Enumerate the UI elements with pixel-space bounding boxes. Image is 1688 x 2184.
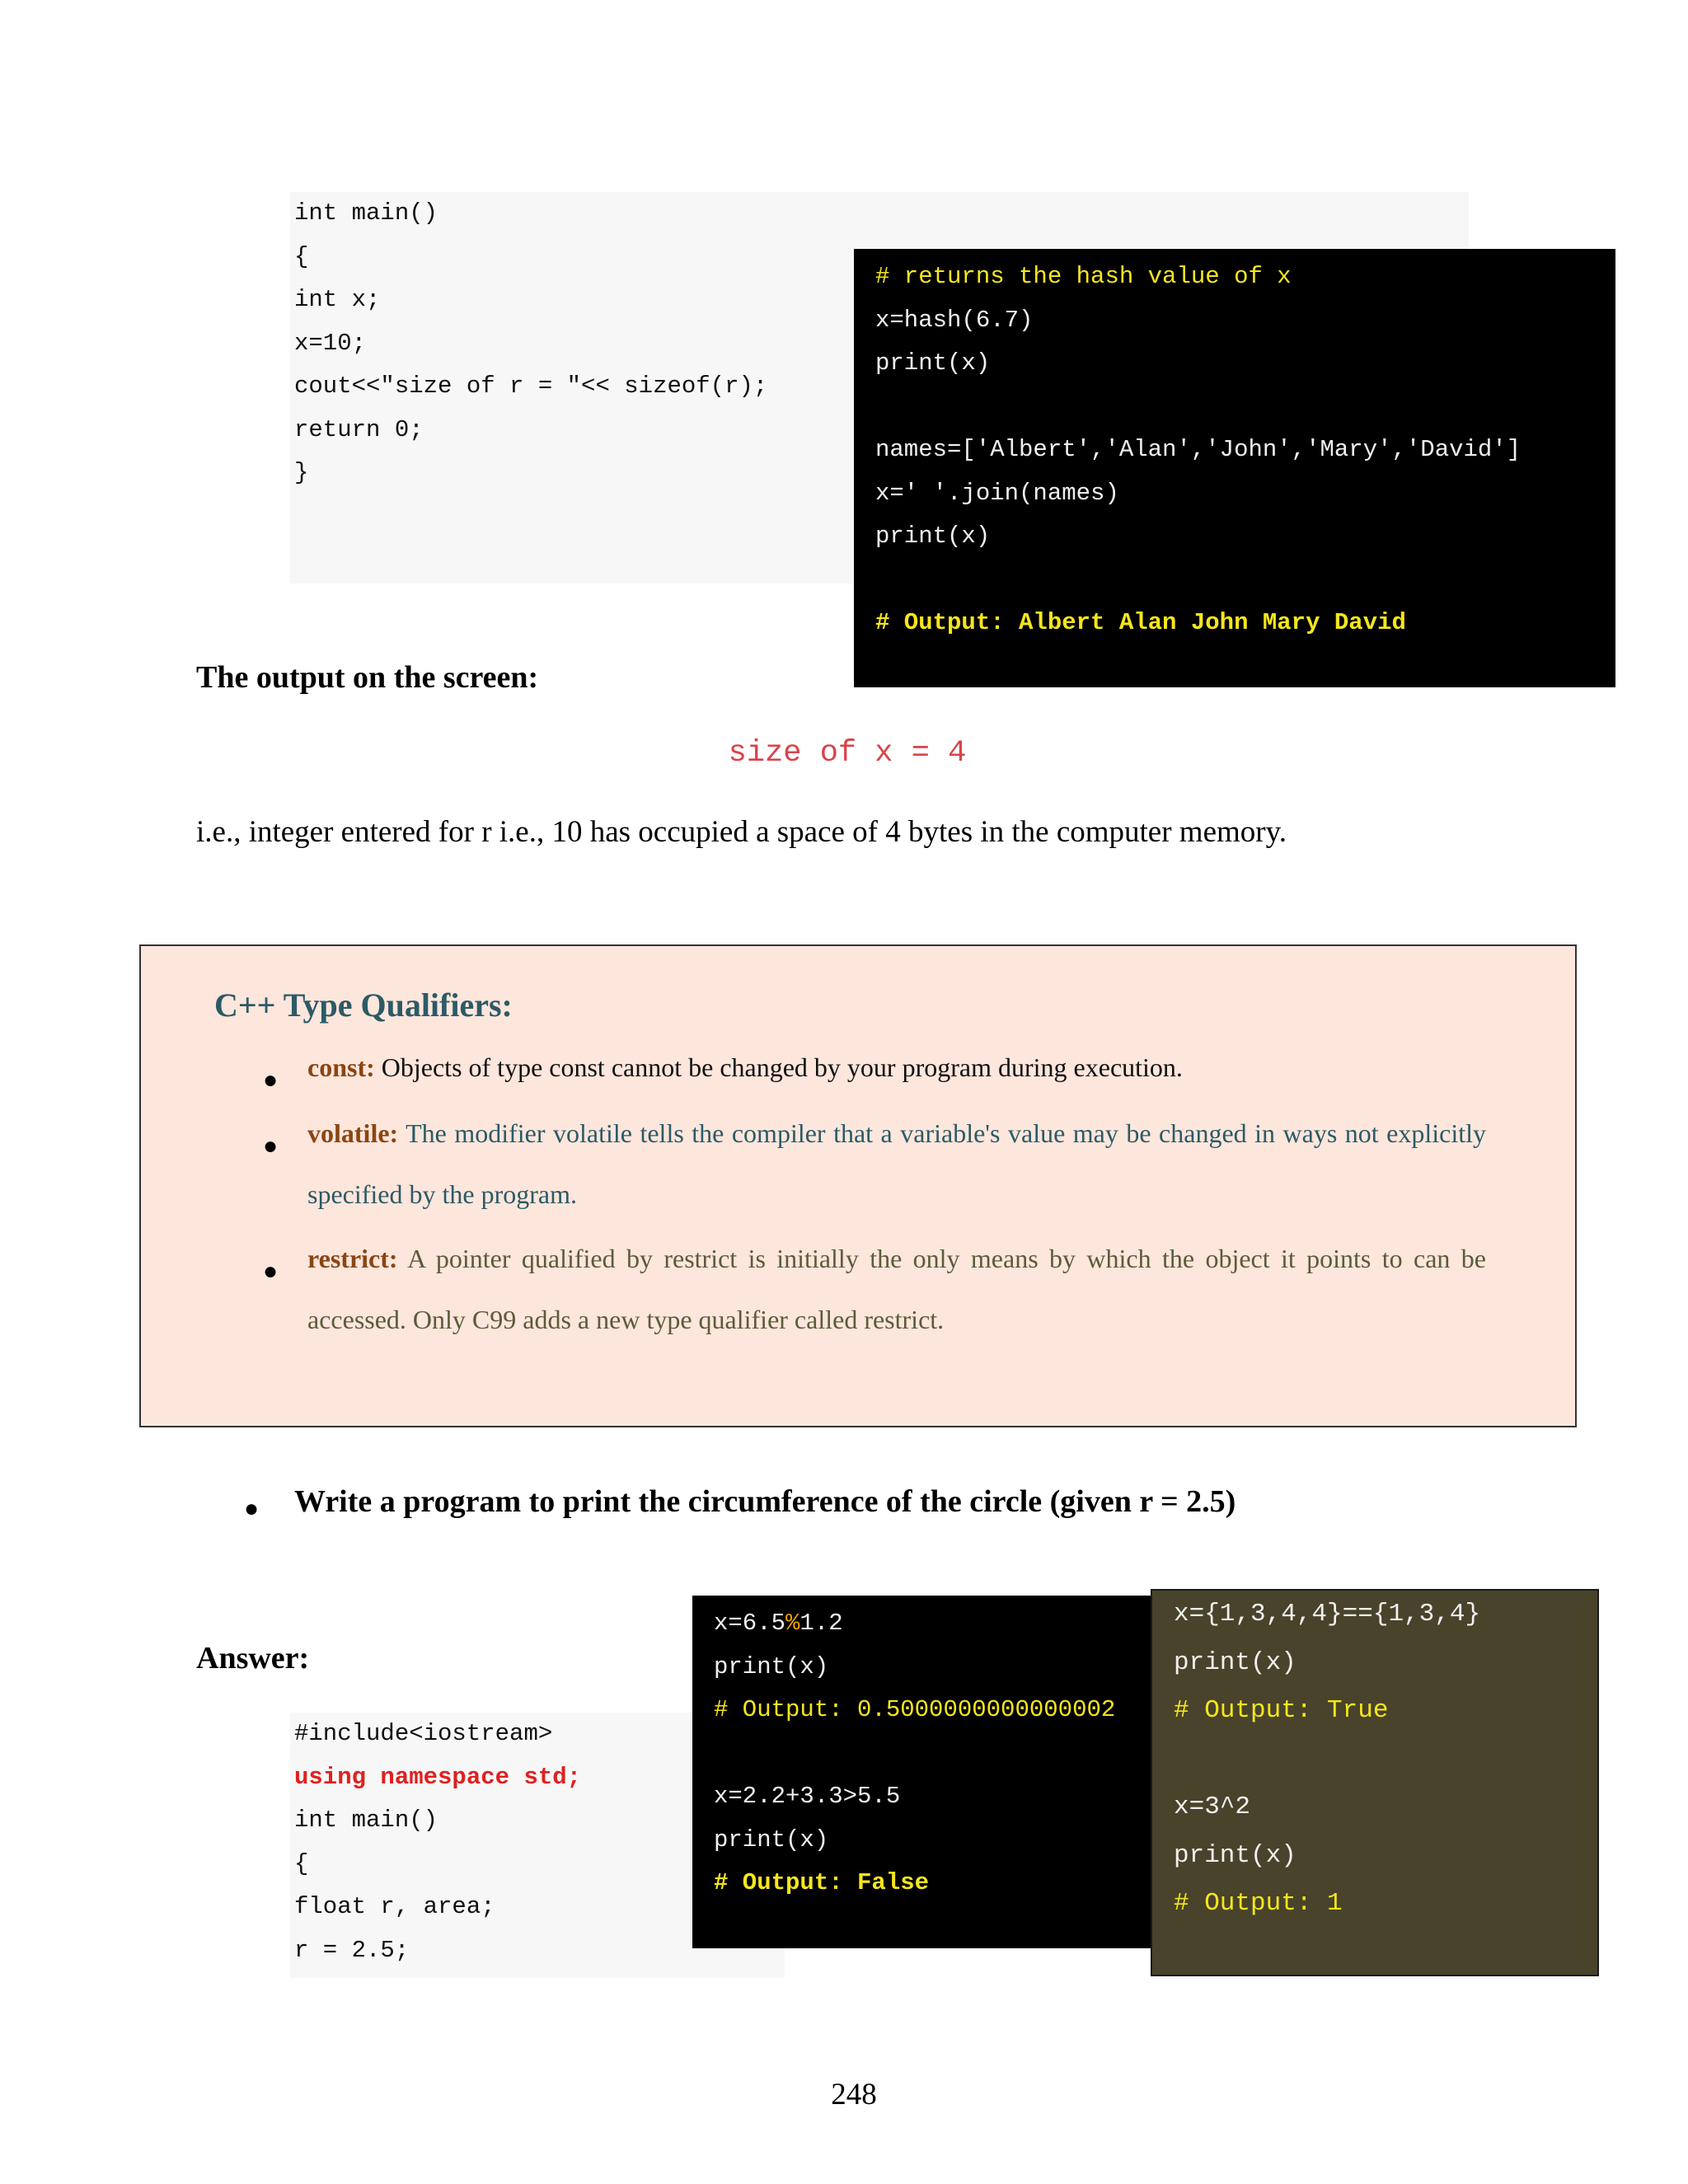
qualifier-const bbox=[307, 1037, 1486, 1098]
bullet-icon: ● bbox=[263, 1258, 279, 1285]
explanation-text: i.e., integer entered for r i.e., 10 has occupied a space of 4 bytes in the computer memory. bbox=[196, 815, 1287, 849]
code-line: } bbox=[294, 459, 309, 486]
qualifier-desc: A pointer qualified by restrict is initially the only means by which the object it points to can be accessed. Only C99 adds a new type qualifier called restrict. bbox=[307, 1244, 1486, 1334]
code-line: #include<iostream> bbox=[294, 1720, 553, 1747]
output-value: size of x = 4 bbox=[728, 736, 967, 771]
code-line: using namespace std; bbox=[294, 1763, 582, 1791]
code-line: x=3^2 bbox=[1174, 1793, 1251, 1821]
code-line: print(x) bbox=[875, 523, 991, 550]
page-number: 248 bbox=[831, 2078, 877, 2111]
code-line bbox=[714, 1602, 1154, 1646]
code-line: print(x) bbox=[714, 1825, 829, 1854]
code-line: float r, area; bbox=[294, 1893, 495, 1920]
code-line bbox=[875, 559, 1615, 602]
code-output-comment: # Output: True bbox=[1174, 1696, 1389, 1725]
code-line: cout<<"size of r = "<< sizeof(r); bbox=[294, 373, 768, 400]
code-line: x=hash(6.7) bbox=[875, 306, 1034, 334]
code-line: x=' '.join(names) bbox=[875, 479, 1119, 507]
code-line: print(x) bbox=[1174, 1647, 1296, 1677]
qualifiers-title: C++ Type Qualifiers: bbox=[214, 987, 513, 1024]
code-line: print(x) bbox=[714, 1652, 829, 1680]
qualifier-term: restrict: bbox=[307, 1244, 398, 1273]
qualifiers-box bbox=[139, 944, 1577, 1427]
code-output-comment: # Output: 0.5000000000000002 bbox=[714, 1696, 1116, 1723]
code-output-comment: # Output: 1 bbox=[1174, 1889, 1343, 1918]
code-line: int main() bbox=[294, 1807, 438, 1834]
modulo-operator: % bbox=[785, 1610, 800, 1637]
code-line: print(x) bbox=[1174, 1840, 1296, 1870]
code-line: names=['Albert','Alan','John','Mary','David'] bbox=[875, 436, 1522, 463]
code-line: r = 2.5; bbox=[294, 1936, 410, 1964]
code-block-python-hash bbox=[854, 249, 1615, 687]
code-token: 1.2 bbox=[799, 1610, 843, 1637]
code-token: x=6.5 bbox=[714, 1610, 786, 1637]
bullet-icon: ● bbox=[263, 1066, 279, 1094]
qualifier-term: volatile: bbox=[307, 1118, 399, 1148]
qualifier-desc: The modifier volatile tells the compiler that a variable's value may be changed in ways not explicitly specified by the program. bbox=[307, 1118, 1486, 1209]
output-heading: The output on the screen: bbox=[196, 660, 539, 695]
code-line: x=10; bbox=[294, 329, 367, 357]
code-line: x=2.2+3.3>5.5 bbox=[714, 1783, 901, 1810]
code-block-python-sets bbox=[1151, 1589, 1599, 1976]
qualifier-restrict bbox=[307, 1228, 1486, 1350]
answer-label: Answer: bbox=[196, 1641, 310, 1675]
code-line: print(x) bbox=[875, 349, 991, 377]
code-line: { bbox=[294, 1849, 309, 1877]
code-output-comment: # Output: Albert Alan John Mary David bbox=[875, 609, 1406, 636]
code-line: x={1,3,4,4}=={1,3,4} bbox=[1174, 1600, 1481, 1629]
qualifier-volatile bbox=[307, 1103, 1486, 1225]
code-line bbox=[714, 1732, 1154, 1776]
code-line bbox=[1174, 1736, 1597, 1784]
code-line: int x; bbox=[294, 286, 381, 313]
code-line: { bbox=[294, 242, 309, 270]
code-block-python-modulo bbox=[692, 1596, 1154, 1948]
bullet-icon: ● bbox=[244, 1495, 260, 1522]
code-line: int main() bbox=[294, 199, 438, 227]
code-comment: # returns the hash value of x bbox=[875, 263, 1292, 290]
code-line: return 0; bbox=[294, 415, 424, 443]
code-line bbox=[875, 386, 1615, 429]
task-heading: Write a program to print the circumference of the circle (given r = 2.5) bbox=[294, 1484, 1236, 1519]
qualifier-term: const: bbox=[307, 1052, 375, 1082]
code-output-comment: # Output: False bbox=[714, 1869, 930, 1896]
qualifier-desc: Objects of type const cannot be changed by your program during execution. bbox=[374, 1052, 1183, 1082]
bullet-icon: ● bbox=[263, 1132, 279, 1160]
